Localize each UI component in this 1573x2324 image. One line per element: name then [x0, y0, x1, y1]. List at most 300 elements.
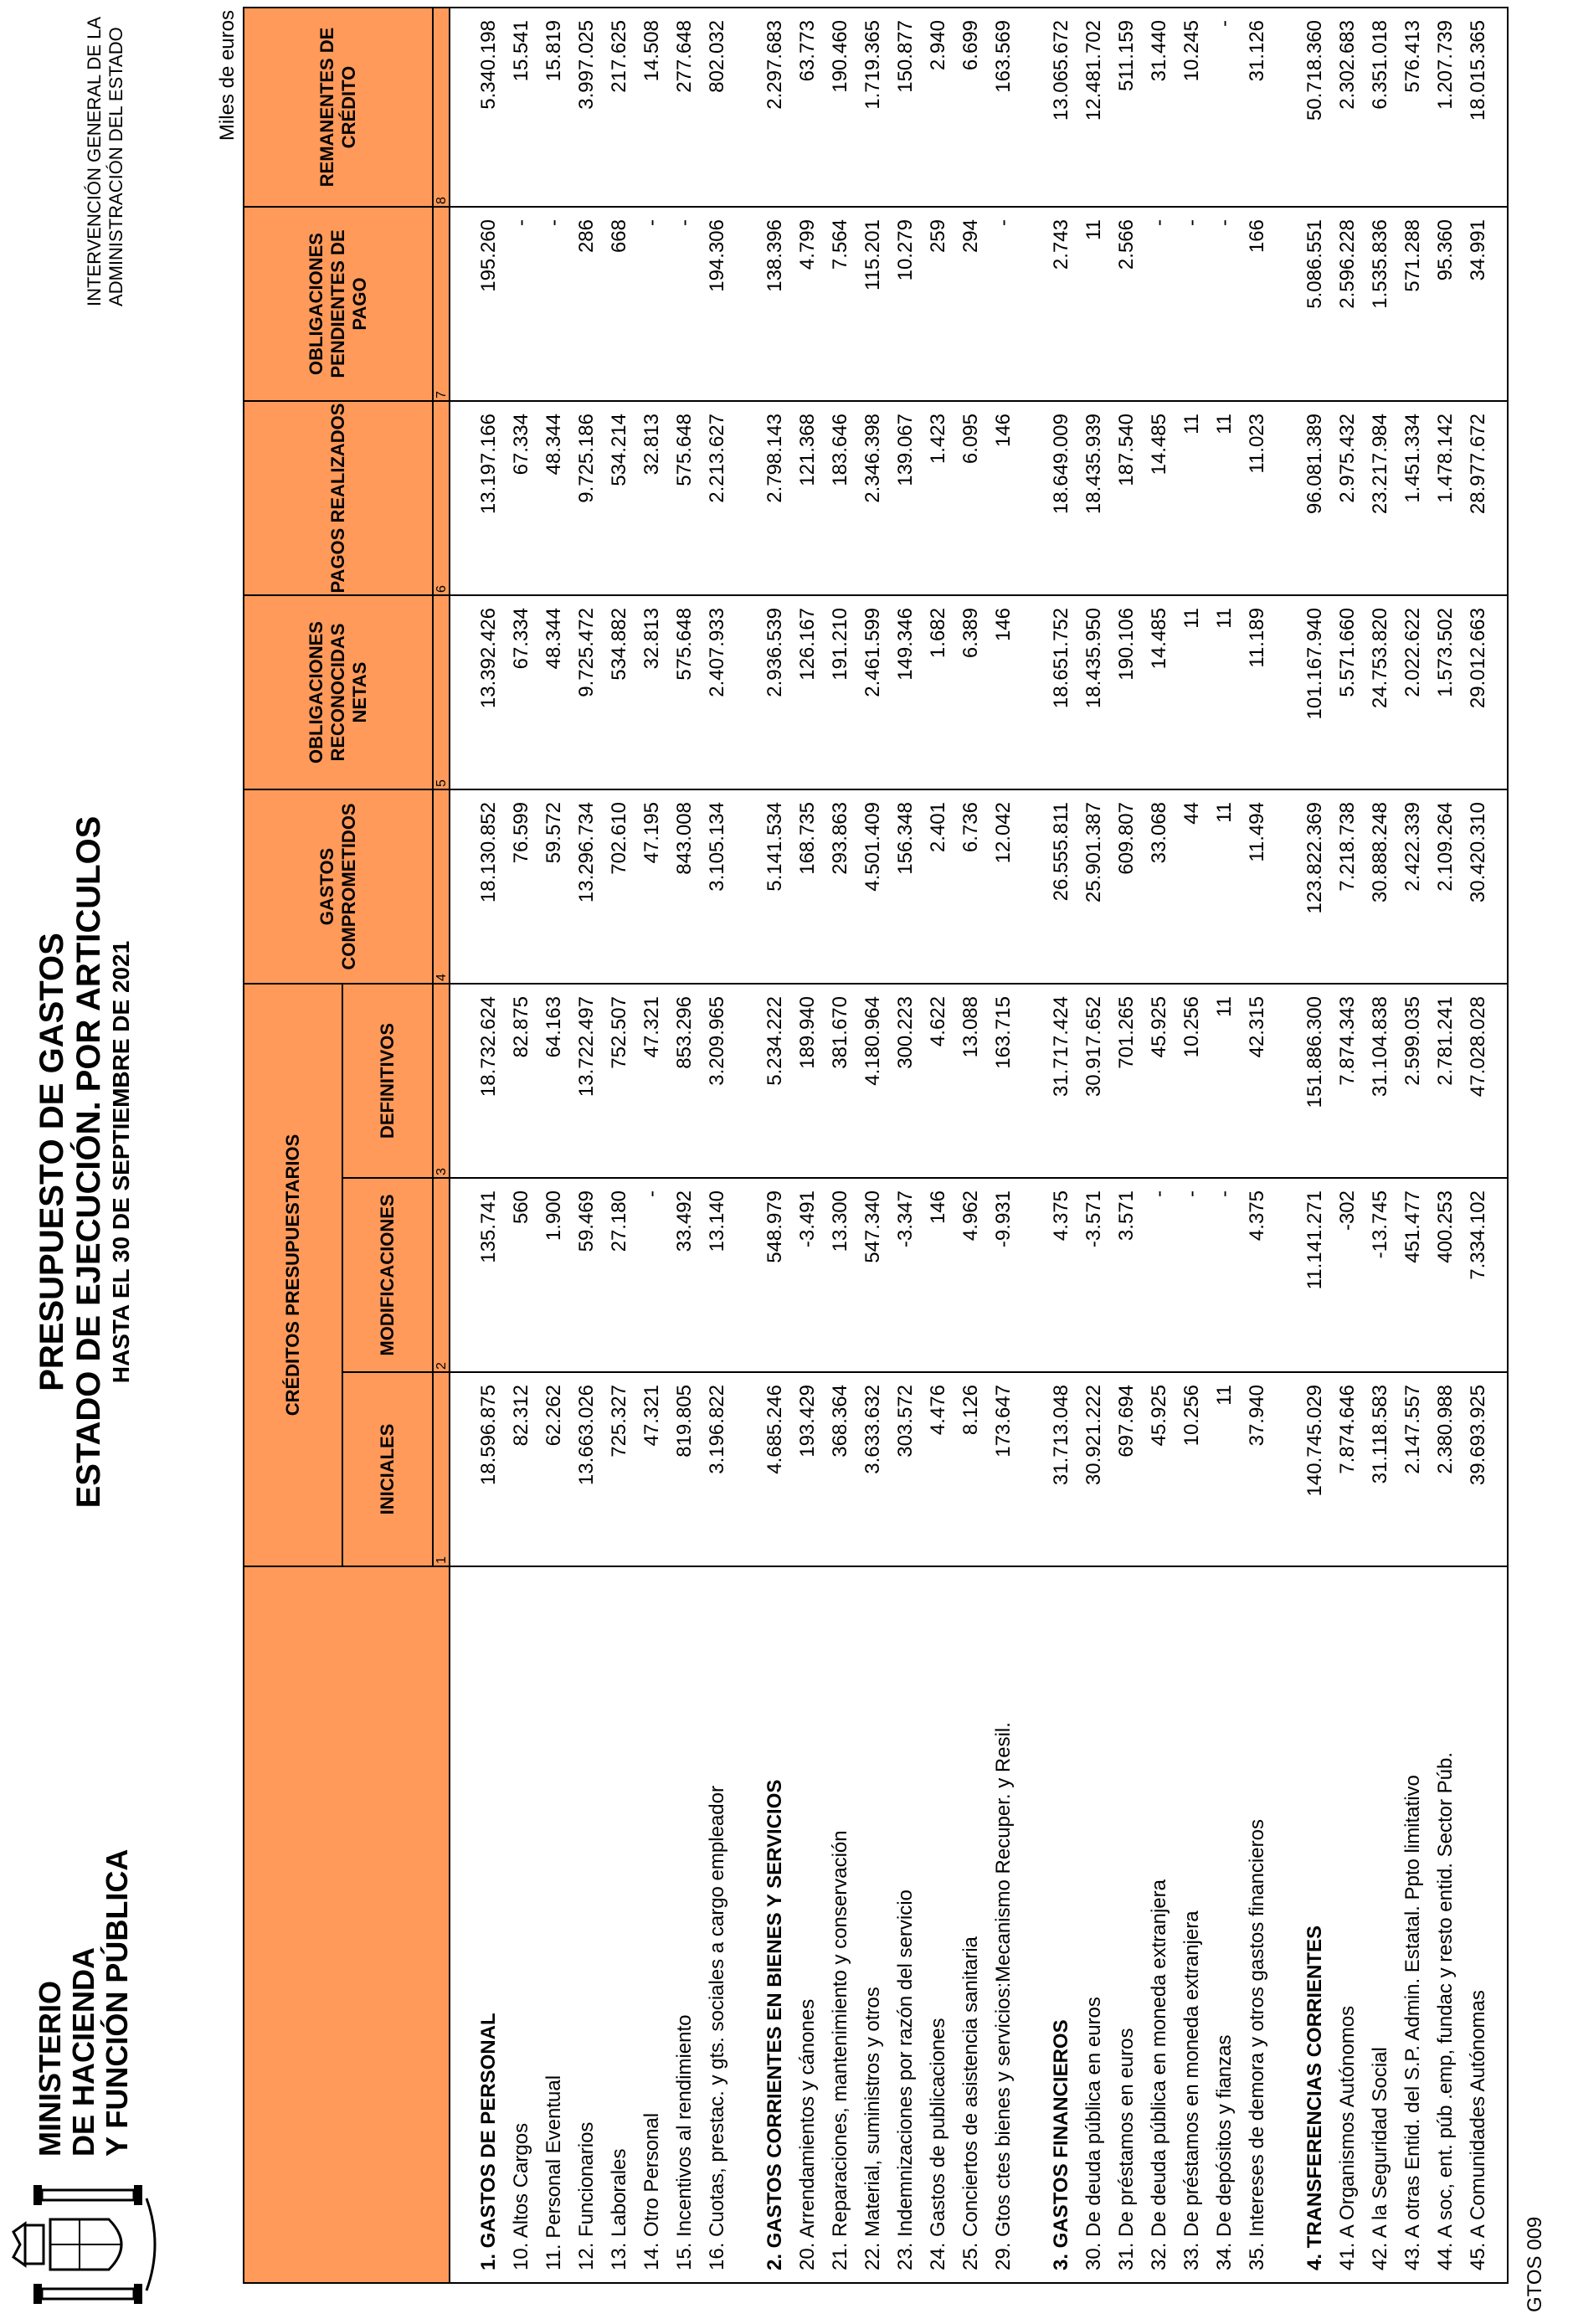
cell-value: 82.875 — [505, 984, 537, 1178]
cell-value: 47.321 — [635, 1372, 668, 1566]
cell-value: 293.863 — [824, 789, 856, 984]
filler-cell — [1494, 1566, 1508, 2283]
cell-value: 13.140 — [701, 1178, 733, 1372]
cell-value: - — [1175, 1178, 1208, 1372]
cell-value: 13.722.497 — [570, 984, 603, 1178]
agency-line: ADMINISTRACIÓN DEL ESTADO — [105, 27, 126, 306]
cell-value: 50.718.360 — [1298, 8, 1331, 207]
cell-value: - — [987, 207, 1020, 401]
row-label: 20. Arrendamientos y cánones — [791, 1566, 824, 2283]
cell-value: 10.256 — [1175, 984, 1208, 1178]
cell-value: 3.105.134 — [701, 789, 733, 984]
table-row — [1429, 8, 1462, 2283]
cell-value: 30.420.310 — [1462, 789, 1494, 984]
group-row — [472, 8, 505, 2283]
cell-value: 39.693.925 — [1462, 1372, 1494, 1566]
row-label: 16. Cuotas, prestac. y gts. sociales a cargo empleador — [701, 1566, 733, 2283]
cell-value: 853.296 — [668, 984, 701, 1178]
row-label: 34. De depósitos y fianzas — [1208, 1566, 1241, 2283]
cell-value: 150.877 — [889, 8, 922, 207]
cell-value: 11 — [1208, 1372, 1241, 1566]
cell-value: 14.485 — [1143, 595, 1175, 789]
row-label: 25. Conciertos de asistencia sanitaria — [954, 1566, 987, 2283]
cell-value: 31.713.048 — [1045, 1372, 1077, 1566]
cell-value — [450, 789, 472, 984]
row-label: 35. Intereses de demora y otros gastos financieros — [1241, 1566, 1273, 2283]
filler-row — [1494, 8, 1508, 2283]
cell-value: 47.195 — [635, 789, 668, 984]
cell-value: 24.753.820 — [1364, 595, 1396, 789]
table-row — [1175, 8, 1208, 2283]
cell-value: 4.501.409 — [856, 789, 889, 984]
cell-value: 59.469 — [570, 1178, 603, 1372]
cell-value: - — [537, 207, 570, 401]
cell-value: 18.015.365 — [1462, 8, 1494, 207]
header-group-creditos: CRÉDITOS PRESUPUESTARIOS — [244, 984, 342, 1566]
cell-value: 6.095 — [954, 401, 987, 595]
cell-value — [733, 1178, 758, 1372]
cell-value: 30.921.222 — [1077, 1372, 1110, 1566]
cell-value: 32.813 — [635, 401, 668, 595]
cell-value: 752.507 — [603, 984, 635, 1178]
cell-value: 7.564 — [824, 207, 856, 401]
cell-value: 2.297.683 — [758, 8, 791, 207]
row-label: 14. Otro Personal — [635, 1566, 668, 2283]
cell-value: 1.207.739 — [1429, 8, 1462, 207]
cell-value — [450, 401, 472, 595]
budget-execution-table — [243, 7, 1509, 2284]
group-row — [1045, 8, 1077, 2283]
cell-value: 146 — [987, 401, 1020, 595]
cell-value: 303.572 — [889, 1372, 922, 1566]
cell-value: 45.925 — [1143, 1372, 1175, 1566]
header-col-8: REMANENTES DE CRÉDITO — [244, 8, 433, 207]
col-number: 2 — [433, 1178, 450, 1372]
cell-value: 156.348 — [889, 789, 922, 984]
cell-value: 4.685.246 — [758, 1372, 791, 1566]
cell-value: 13.663.026 — [570, 1372, 603, 1566]
cell-value: 7.218.738 — [1331, 789, 1364, 984]
group-row — [758, 8, 791, 2283]
cell-value: 3.633.632 — [856, 1372, 889, 1566]
cell-value: 2.940 — [922, 8, 954, 207]
cell-value: 6.699 — [954, 8, 987, 207]
row-label: 11. Personal Eventual — [537, 1566, 570, 2283]
cell-value: -3.347 — [889, 1178, 922, 1372]
cell-value: 13.296.734 — [570, 789, 603, 984]
cell-value: 1.478.142 — [1429, 401, 1462, 595]
cell-value: 2.743 — [1045, 207, 1077, 401]
cell-value — [733, 595, 758, 789]
table-row — [635, 8, 668, 2283]
cell-value: - — [635, 1178, 668, 1372]
cell-value: - — [1143, 1178, 1175, 1372]
cell-value: 82.312 — [505, 1372, 537, 1566]
table-row — [987, 8, 1020, 2283]
cell-value: 2.798.143 — [758, 401, 791, 595]
cell-value — [1020, 1372, 1045, 1566]
subtitle-line: ESTADO DE EJECUCIÓN. POR ARTICULOS — [70, 815, 107, 1509]
cell-value: 11 — [1208, 984, 1241, 1178]
cell-value — [1020, 984, 1045, 1178]
cell-value: - — [505, 207, 537, 401]
cell-value: 18.651.752 — [1045, 595, 1077, 789]
cell-value: 23.217.984 — [1364, 401, 1396, 595]
cell-value: 7.874.646 — [1331, 1372, 1364, 1566]
cell-value — [450, 984, 472, 1178]
cell-value: 1.719.365 — [856, 8, 889, 207]
cell-value: 163.569 — [987, 8, 1020, 207]
cell-value: 121.368 — [791, 401, 824, 595]
cell-value: 13.197.166 — [472, 401, 505, 595]
cell-value: 802.032 — [701, 8, 733, 207]
cell-value: -3.571 — [1077, 1178, 1110, 1372]
cell-value — [733, 401, 758, 595]
cell-value: 18.732.624 — [472, 984, 505, 1178]
cell-value: 2.461.599 — [856, 595, 889, 789]
cell-value: 3.571 — [1110, 1178, 1143, 1372]
cell-value: 2.599.035 — [1396, 984, 1429, 1178]
cell-value: 42.315 — [1241, 984, 1273, 1178]
col-number: 3 — [433, 984, 450, 1178]
cell-value: - — [668, 207, 701, 401]
cell-value: 12.042 — [987, 789, 1020, 984]
row-label: 1. GASTOS DE PERSONAL — [472, 1566, 505, 2283]
cell-value — [1273, 207, 1298, 401]
cell-value: 451.477 — [1396, 1178, 1429, 1372]
spacer-row — [733, 8, 758, 2283]
cell-value: 1.423 — [922, 401, 954, 595]
cell-value: 48.344 — [537, 401, 570, 595]
filler-cell — [1494, 207, 1508, 401]
table-row — [1110, 8, 1143, 2283]
cell-value: 3.196.822 — [701, 1372, 733, 1566]
row-label: 24. Gastos de publicaciones — [922, 1566, 954, 2283]
row-label — [450, 1566, 472, 2283]
row-label: 43. A otras Entid. del S.P. Admin. Estatal. Ppto limitativo — [1396, 1566, 1429, 2283]
row-label — [733, 1566, 758, 2283]
cell-value — [1020, 789, 1045, 984]
col-number: 8 — [433, 8, 450, 207]
row-label: 44. A soc, ent. púb .emp, fundac y resto entid. Sector Púb. — [1429, 1566, 1462, 2283]
cell-value: 63.773 — [791, 8, 824, 207]
cell-value — [450, 595, 472, 789]
cell-value: 2.422.339 — [1396, 789, 1429, 984]
cell-value: 5.234.222 — [758, 984, 791, 1178]
table-row — [505, 8, 537, 2283]
cell-value: 138.396 — [758, 207, 791, 401]
cell-value: 146 — [987, 595, 1020, 789]
cell-value: 2.213.627 — [701, 401, 733, 595]
cell-value: 2.022.622 — [1396, 595, 1429, 789]
date-line: HASTA EL 30 DE SEPTIEMBRE DE 2021 — [108, 940, 134, 1384]
cell-value: 34.991 — [1462, 207, 1494, 401]
cell-value — [1020, 595, 1045, 789]
cell-value: 11 — [1208, 789, 1241, 984]
ministry-line: Y FUNCIÓN PÚBLICA — [100, 1848, 134, 2157]
cell-value: 26.555.811 — [1045, 789, 1077, 984]
cell-value — [450, 207, 472, 401]
cell-value: 31.118.583 — [1364, 1372, 1396, 1566]
cell-value: 6.351.018 — [1364, 8, 1396, 207]
cell-value: 149.346 — [889, 595, 922, 789]
row-label: 3. GASTOS FINANCIEROS — [1045, 1566, 1077, 2283]
cell-value: 30.888.248 — [1364, 789, 1396, 984]
cell-value — [450, 8, 472, 207]
cell-value: 701.265 — [1110, 984, 1143, 1178]
table-row — [701, 8, 733, 2283]
table-row — [1331, 8, 1364, 2283]
row-label: 31. De préstamos en euros — [1110, 1566, 1143, 2283]
ministry-line: MINISTERIO — [33, 1980, 67, 2157]
cell-value: 725.327 — [603, 1372, 635, 1566]
cell-value — [1020, 1178, 1045, 1372]
cell-value: 2.109.264 — [1429, 789, 1462, 984]
cell-value: 6.389 — [954, 595, 987, 789]
cell-value: 15.541 — [505, 8, 537, 207]
cell-value: 76.599 — [505, 789, 537, 984]
cell-value: 166 — [1241, 207, 1273, 401]
filler-cell — [1494, 1178, 1508, 1372]
cell-value: -9.931 — [987, 1178, 1020, 1372]
cell-value: 47.028.028 — [1462, 984, 1494, 1178]
cell-value: 2.346.398 — [856, 401, 889, 595]
header-col-5: OBLIGACIONES RECONOCIDAS NETAS — [244, 595, 433, 789]
table-row — [570, 8, 603, 2283]
cell-value: 9.725.472 — [570, 595, 603, 789]
cell-value: 173.647 — [987, 1372, 1020, 1566]
agency-line: INTERVENCIÓN GENERAL DE LA — [84, 17, 105, 306]
cell-value: 11.023 — [1241, 401, 1273, 595]
cell-value: 2.781.241 — [1429, 984, 1462, 1178]
cell-value — [733, 1372, 758, 1566]
cell-value: -302 — [1331, 1178, 1364, 1372]
cell-value — [1273, 401, 1298, 595]
cell-value: 31.717.424 — [1045, 984, 1077, 1178]
agency-name — [84, 17, 127, 306]
cell-value: 277.648 — [668, 8, 701, 207]
cell-value: 135.741 — [472, 1178, 505, 1372]
cell-value — [1020, 401, 1045, 595]
row-label: 45. A Comunidades Autónomas — [1462, 1566, 1494, 2283]
cell-value: 31.440 — [1143, 8, 1175, 207]
cell-value: 4.962 — [954, 1178, 987, 1372]
cell-value: 11 — [1175, 595, 1208, 789]
cell-value — [1273, 789, 1298, 984]
cell-value — [1020, 8, 1045, 207]
cell-value — [733, 207, 758, 401]
filler-cell — [1494, 789, 1508, 984]
unit-label: Miles de euros — [216, 10, 239, 141]
cell-value: 286 — [570, 207, 603, 401]
table-row — [1364, 8, 1396, 2283]
cell-value: 48.344 — [537, 595, 570, 789]
cell-value: 2.401 — [922, 789, 954, 984]
cell-value: 140.745.029 — [1298, 1372, 1331, 1566]
spacer-row — [450, 8, 472, 2283]
table-row — [668, 8, 701, 2283]
cell-value: - — [1208, 8, 1241, 207]
table-row — [922, 8, 954, 2283]
cell-value: 575.648 — [668, 595, 701, 789]
cell-value: 3.209.965 — [701, 984, 733, 1178]
row-label: 33. De préstamos en moneda extranjera — [1175, 1566, 1208, 2283]
cell-value: 28.977.672 — [1462, 401, 1494, 595]
cell-value: -13.745 — [1364, 1178, 1396, 1372]
table-row — [537, 8, 570, 2283]
cell-value: - — [635, 207, 668, 401]
col-number: 1 — [433, 1372, 450, 1566]
cell-value: 30.917.652 — [1077, 984, 1110, 1178]
cell-value: 5.141.534 — [758, 789, 791, 984]
cell-value: 668 — [603, 207, 635, 401]
cell-value: 183.646 — [824, 401, 856, 595]
cell-value: 4.180.964 — [856, 984, 889, 1178]
cell-value: 193.429 — [791, 1372, 824, 1566]
row-label: 21. Reparaciones, mantenimiento y conservación — [824, 1566, 856, 2283]
cell-value — [1273, 595, 1298, 789]
row-label: 13. Laborales — [603, 1566, 635, 2283]
cell-value: 194.306 — [701, 207, 733, 401]
cell-value — [733, 8, 758, 207]
cell-value: 8.126 — [954, 1372, 987, 1566]
row-label: 30. De deuda pública en euros — [1077, 1566, 1110, 2283]
cell-value: 10.245 — [1175, 8, 1208, 207]
form-code: GTOS 009 — [1524, 2216, 1546, 2312]
cell-value: 548.979 — [758, 1178, 791, 1372]
cell-value: 14.508 — [635, 8, 668, 207]
cell-value: 259 — [922, 207, 954, 401]
row-label: 12. Funcionarios — [570, 1566, 603, 2283]
cell-value: 702.610 — [603, 789, 635, 984]
cell-value: 151.886.300 — [1298, 984, 1331, 1178]
cell-value — [1020, 207, 1045, 401]
cell-value — [1273, 8, 1298, 207]
cell-value: 5.571.660 — [1331, 595, 1364, 789]
title-line: PRESUPUESTO DE GASTOS — [33, 933, 70, 1391]
cell-value: 139.067 — [889, 401, 922, 595]
cell-value: 195.260 — [472, 207, 505, 401]
cell-value: 11 — [1175, 401, 1208, 595]
cell-value: 2.596.228 — [1331, 207, 1364, 401]
cell-value: 47.321 — [635, 984, 668, 1178]
cell-value: 5.340.198 — [472, 8, 505, 207]
filler-cell — [1494, 401, 1508, 595]
header-col-7: OBLIGACIONES PENDIENTES DE PAGO — [244, 207, 433, 401]
cell-value: 187.540 — [1110, 401, 1143, 595]
filler-cell — [1494, 984, 1508, 1178]
spacer-row — [1273, 8, 1298, 2283]
cell-value: 10.256 — [1175, 1372, 1208, 1566]
cell-value: 13.088 — [954, 984, 987, 1178]
cell-value: 2.407.933 — [701, 595, 733, 789]
cell-value: 33.492 — [668, 1178, 701, 1372]
cell-value: 1.535.836 — [1364, 207, 1396, 401]
cell-value: 4.622 — [922, 984, 954, 1178]
cell-value: 18.649.009 — [1045, 401, 1077, 595]
cell-value: 511.159 — [1110, 8, 1143, 207]
row-label — [1273, 1566, 1298, 2283]
table-row — [1396, 8, 1429, 2283]
table-row — [856, 8, 889, 2283]
header-col-2: MODIFICACIONES — [342, 1178, 433, 1372]
cell-value: 819.805 — [668, 1372, 701, 1566]
cell-value: 547.340 — [856, 1178, 889, 1372]
cell-value — [1273, 1372, 1298, 1566]
cell-value — [450, 1372, 472, 1566]
row-label: 15. Incentivos al rendimiento — [668, 1566, 701, 2283]
cell-value: 15.819 — [537, 8, 570, 207]
spacer-row — [1020, 8, 1045, 2283]
cell-value: 146 — [922, 1178, 954, 1372]
cell-value: 368.364 — [824, 1372, 856, 1566]
row-label: 32. De deuda pública en moneda extranjera — [1143, 1566, 1175, 2283]
row-label: 23. Indemnizaciones por razón del servicio — [889, 1566, 922, 2283]
cell-value: 163.715 — [987, 984, 1020, 1178]
cell-value: 11 — [1208, 401, 1241, 595]
cell-value: 14.485 — [1143, 401, 1175, 595]
cell-value — [733, 789, 758, 984]
cell-value: 12.481.702 — [1077, 8, 1110, 207]
cell-value — [450, 1178, 472, 1372]
cell-value: 115.201 — [856, 207, 889, 401]
cell-value: 11.494 — [1241, 789, 1273, 984]
cell-value: 62.262 — [537, 1372, 570, 1566]
cell-value: 190.106 — [1110, 595, 1143, 789]
cell-value: 32.813 — [635, 595, 668, 789]
table-row — [954, 8, 987, 2283]
cell-value: 1.573.502 — [1429, 595, 1462, 789]
cell-value: 11 — [1208, 595, 1241, 789]
header-concept-cell — [244, 1566, 450, 2283]
cell-value: 609.807 — [1110, 789, 1143, 984]
cell-value: 18.596.875 — [472, 1372, 505, 1566]
cell-value: 95.360 — [1429, 207, 1462, 401]
cell-value: 9.725.186 — [570, 401, 603, 595]
header-col-6: PAGOS REALIZADOS — [244, 401, 433, 595]
cell-value: 4.375 — [1241, 1178, 1273, 1372]
cell-value: 168.735 — [791, 789, 824, 984]
cell-value: - — [1208, 1178, 1241, 1372]
report-title — [33, 0, 136, 2324]
col-number: 4 — [433, 789, 450, 984]
cell-value: 18.435.939 — [1077, 401, 1110, 595]
cell-value: 7.334.102 — [1462, 1178, 1494, 1372]
cell-value: 189.940 — [791, 984, 824, 1178]
cell-value: 381.670 — [824, 984, 856, 1178]
group-row — [1298, 8, 1331, 2283]
cell-value: 13.300 — [824, 1178, 856, 1372]
cell-value — [733, 984, 758, 1178]
table-row — [1208, 8, 1241, 2283]
table-row — [1462, 8, 1494, 2283]
cell-value: 4.375 — [1045, 1178, 1077, 1372]
cell-value: 1.451.334 — [1396, 401, 1429, 595]
cell-value: 575.648 — [668, 401, 701, 595]
cell-value: 534.214 — [603, 401, 635, 595]
cell-value: - — [1208, 207, 1241, 401]
cell-value: 29.012.663 — [1462, 595, 1494, 789]
cell-value: 6.736 — [954, 789, 987, 984]
cell-value: 4.476 — [922, 1372, 954, 1566]
table-row — [791, 8, 824, 2283]
cell-value: 13.392.426 — [472, 595, 505, 789]
table-row — [1143, 8, 1175, 2283]
cell-value — [1273, 984, 1298, 1178]
cell-value: 45.925 — [1143, 984, 1175, 1178]
cell-value: 300.223 — [889, 984, 922, 1178]
cell-value: 37.940 — [1241, 1372, 1273, 1566]
